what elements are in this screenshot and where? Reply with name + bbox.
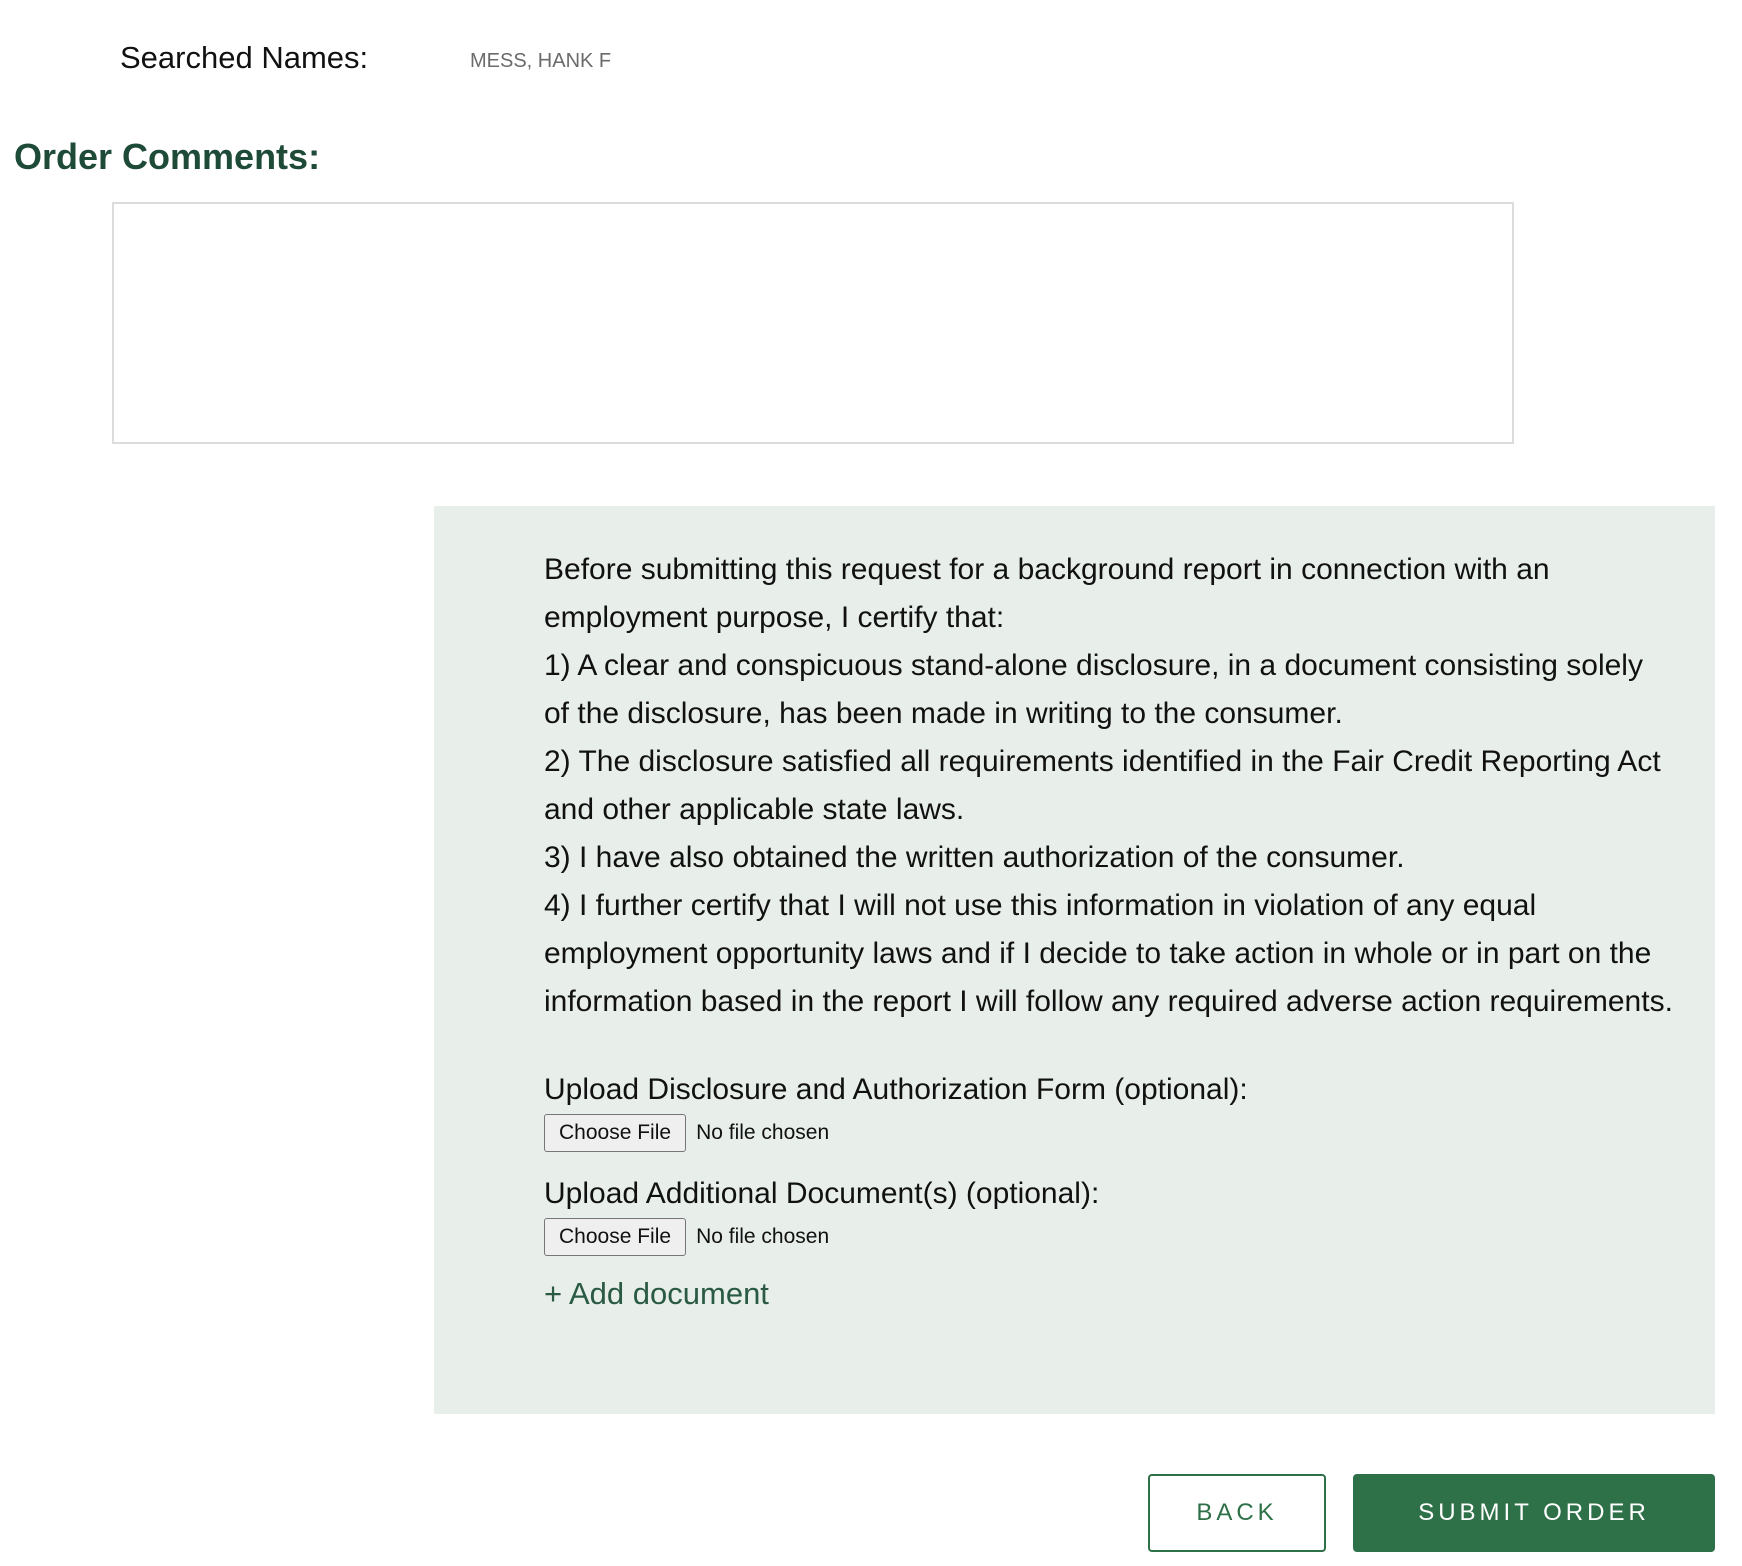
upload-disclosure-file-row bbox=[544, 1114, 1675, 1152]
certification-intro: Before submitting this request for a background report in connection with an employment purpose, I certify that: bbox=[544, 553, 1550, 634]
upload-disclosure-block bbox=[544, 1070, 1675, 1152]
order-comments-heading: Order Comments: bbox=[14, 136, 321, 177]
additional-file-status: No file chosen bbox=[696, 1225, 830, 1248]
disclosure-file-status: No file chosen bbox=[696, 1121, 830, 1144]
certification-item-4: 4) I further certify that I will not use this information in violation of any equal employment opportunity laws and if I decide to take action in whole or in part on the information based in the report I will follow any required adverse action requirements. bbox=[544, 889, 1673, 1018]
searched-names-value: MESS, HANK F bbox=[470, 50, 612, 72]
order-comments-input[interactable] bbox=[112, 202, 1514, 444]
certification-item-1: 1) A clear and conspicuous stand-alone disclosure, in a document consisting solely of the disclosure, has been made in writing to the consumer. bbox=[544, 649, 1643, 730]
certification-item-3: 3) I have also obtained the written authorization of the consumer. bbox=[544, 841, 1405, 874]
certification-panel bbox=[434, 506, 1715, 1414]
choose-file-disclosure-button[interactable]: Choose File bbox=[544, 1114, 686, 1152]
upload-additional-block bbox=[544, 1174, 1675, 1256]
certification-text bbox=[544, 546, 1675, 1026]
choose-file-additional-button[interactable]: Choose File bbox=[544, 1218, 686, 1256]
back-button[interactable]: BACK bbox=[1148, 1474, 1326, 1552]
add-document-link[interactable]: + Add document bbox=[544, 1276, 769, 1311]
certification-item-2: 2) The disclosure satisfied all requirements identified in the Fair Credit Reporting Act and other applicable state laws. bbox=[544, 745, 1661, 826]
upload-disclosure-label: Upload Disclosure and Authorization Form (optional): bbox=[544, 1073, 1248, 1106]
submit-order-button[interactable]: SUBMIT ORDER bbox=[1353, 1474, 1715, 1552]
upload-additional-label: Upload Additional Document(s) (optional): bbox=[544, 1177, 1100, 1210]
searched-names-label: Searched Names: bbox=[120, 40, 369, 75]
upload-additional-file-row bbox=[544, 1218, 1675, 1256]
